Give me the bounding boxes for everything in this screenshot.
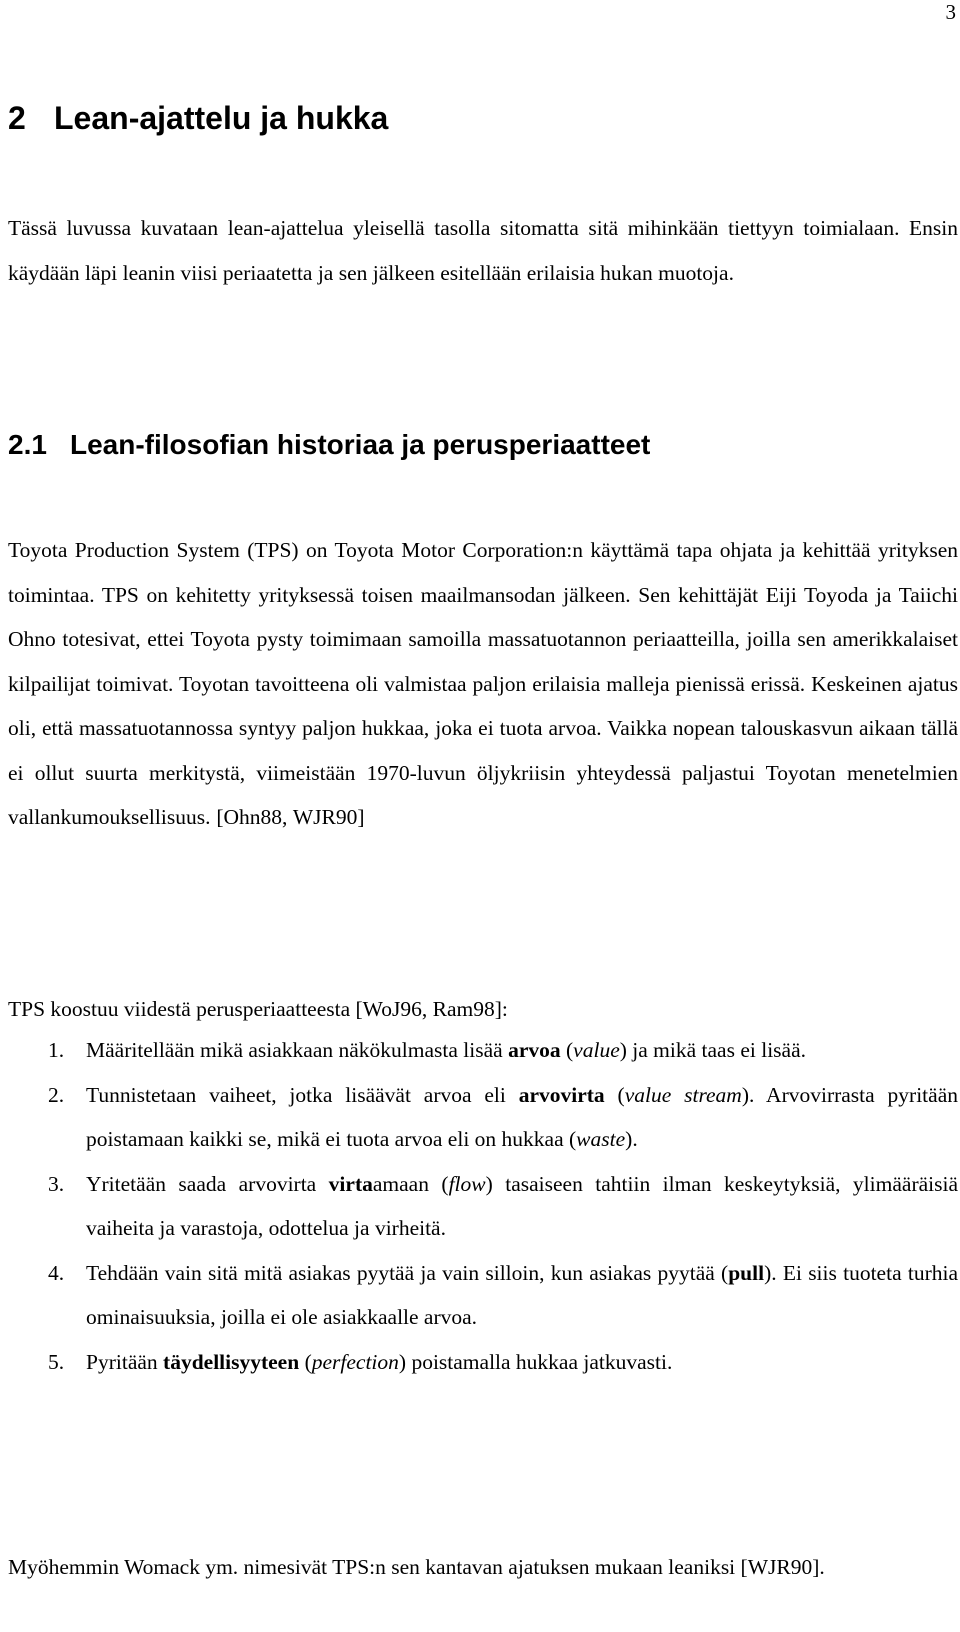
list-marker: 2. — [48, 1082, 65, 1107]
closing-paragraph: Myöhemmin Womack ym. nimesivät TPS:n sen kantavan ajatuksen mukaan leaniksi [WJR90]. — [8, 1555, 825, 1579]
principles-list — [8, 1028, 958, 1384]
list-item — [8, 1028, 958, 1073]
list-marker: 4. — [48, 1260, 65, 1285]
section-number: 2.1 — [8, 429, 47, 460]
list-item — [8, 1340, 958, 1385]
list-marker: 3. — [48, 1171, 65, 1196]
english-term: flow — [448, 1171, 486, 1196]
list-text: Pyritään — [86, 1349, 164, 1374]
list-text: ( — [560, 1038, 574, 1062]
list-item — [8, 1251, 958, 1340]
intro-paragraph: Tässä luvussa kuvataan lean-ajattelua yleisellä tasolla sitomatta sitä mihinkään tiettyyn toimialaan. Ensin käydään läpi leanin viisi periaatetta ja sen jälkeen esitellään erilaisia hukan muotoja. — [8, 216, 958, 285]
chapter-heading — [8, 98, 388, 138]
list-text: ) ja mikä taas ei lisää. — [619, 1038, 806, 1062]
list-text: ). Ei siis tuoteta turhia ominaisuuksia, joilla ei ole asiakkaalle arvoa. — [86, 1260, 958, 1329]
list-text: amaan ( — [372, 1171, 449, 1196]
list-marker: 1. — [48, 1038, 65, 1062]
key-term: arvoa — [508, 1038, 561, 1062]
history-paragraph: Toyota Production System (TPS) on Toyota Motor Corporation:n käyttämä tapa ohjata ja kehittää yrityksen toimintaa. TPS on kehitetty yrityksessä toisen maailmansodan jälkeen. Sen kehittäjät Eiji Toyoda ja Taiichi Ohno totesivat, ettei Toyota pysty toimimaan samoilla massatuotannon periaatteilla, joilla sen amerikkalaiset kilpailijat toimivat. Toyotan tavoitteena oli valmistaa paljon erilaisia malleja pienissä erissä. Keskeinen ajatus oli, että massatuotannossa syntyy paljon hukkaa, joka ei tuota arvoa. Vaikka nopean talouskasvun aikaan tällä ei ollut suurta merkitystä, viimeistään 1970-luvun öljykriisin yhteydessä paljastui Toyotan menetelmien vallankumouksellisuus. [Ohn88, WJR90] — [8, 538, 958, 829]
section-title: Lean-filosofian historiaa ja perusperiaatteet — [70, 429, 651, 460]
key-term: täydellisyyteen — [163, 1349, 300, 1374]
page-number: 3 — [945, 0, 956, 24]
list-text: ) poistamalla hukkaa jatkuvasti. — [398, 1349, 673, 1374]
list-text: Yritetään saada arvovirta — [86, 1171, 329, 1196]
list-item — [8, 1073, 958, 1162]
list-marker: 5. — [48, 1349, 65, 1374]
list-text: ( — [604, 1082, 625, 1107]
key-term: pull — [728, 1260, 765, 1285]
list-text: Tehdään vain sitä mitä asiakas pyytää ja vain silloin, kun asiakas pyytää ( — [86, 1260, 729, 1285]
list-text: Määritellään mikä asiakkaan näkökulmasta lisää — [86, 1038, 509, 1062]
chapter-title: Lean-ajattelu ja hukka — [54, 100, 389, 136]
list-text: ). Arvovirrasta pyritään poistamaan kaikki se, mikä ei tuota arvoa eli on hukkaa ( — [86, 1082, 958, 1151]
key-term: virta — [328, 1171, 373, 1196]
key-term: arvovirta — [518, 1082, 605, 1107]
chapter-number: 2 — [8, 100, 26, 136]
english-term: waste — [576, 1127, 626, 1151]
section-heading — [8, 428, 650, 462]
english-term: value stream — [624, 1082, 742, 1107]
principles-intro: TPS koostuu viidestä perusperiaatteesta [WoJ96, Ram98]: — [8, 997, 508, 1021]
english-term: perfection — [311, 1349, 399, 1374]
list-text: Tunnistetaan vaiheet, jotka lisäävät arvoa eli — [86, 1082, 519, 1107]
list-text: ). — [625, 1127, 638, 1151]
list-text: ( — [299, 1349, 312, 1374]
list-text: ) tasaiseen tahtiin ilman keskeytyksiä, ylimääräisiä vaiheita ja varastoja, odottelua ja virheitä. — [86, 1171, 958, 1240]
english-term: value — [573, 1038, 620, 1062]
list-item — [8, 1162, 958, 1251]
